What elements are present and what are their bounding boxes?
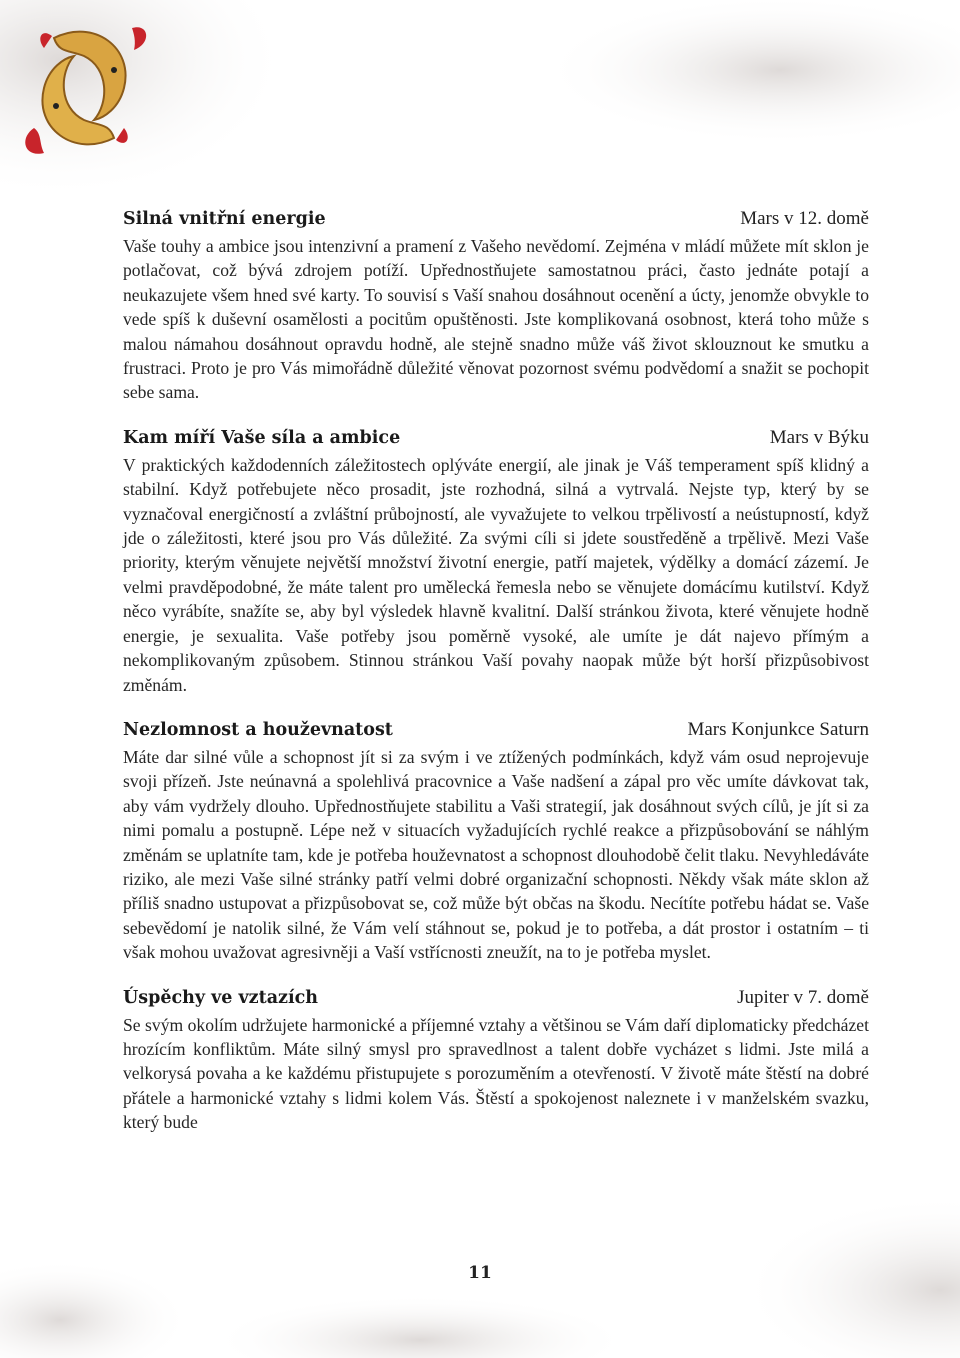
section-aspect: Jupiter v 7. domě — [737, 986, 869, 1008]
section-title: Nezlomnost a houževnatost — [123, 719, 393, 740]
article — [123, 208, 869, 1157]
section-heading — [123, 719, 869, 741]
section-nezlomnost — [123, 719, 869, 965]
section-kam-miri-vase-sila — [123, 427, 869, 697]
section-aspect: Mars Konjunkce Saturn — [687, 718, 869, 740]
section-heading — [123, 427, 869, 449]
section-body: Máte dar silné vůle a schopnost jít si za svým i ve ztížených podmínkách, když vám osud neprojevuje svoji přízeň. Jste neúnavná a spolehlivá pracovnice a Vaše nadšení a zápal pro věc umíte dávkovat tak, aby vám vydržely dlouho. Upřednostňujete stabilitu a Vaši strategií, jak dosáhnout svých cílů, je jít si za nimi pomalu a postupně. Lépe než v situacích vyžadujících rychlé reakce a přizpůsobování se náhlým změnám se uplatníte tam, kde je potřeba houževnatost a schopnost dlouhodobě čelit tlaku. Nevyhledáváte riziko, ale mezi Vaše silné stránky patří velmi dobré organizační schopnosti. Někdy však máte sklon až příliš snadno ustupovat a přizpůsobovat se, což může být občas na škodu. Necítíte potřebu hádat se. Vaše sebevědomí je natolik silné, že Vám velí stáhnout se, pokud je to potřeba, a dát prostor i ostatním – ti však mohou uvažovat agresivněji a Vaší vstřícnosti zneužít, na to je potřeba myslet. — [123, 746, 869, 963]
section-aspect: Mars v Býku — [769, 426, 869, 448]
section-title: Úspěchy ve vztazích — [123, 987, 319, 1008]
section-heading — [123, 987, 869, 1009]
page-number: 11 — [468, 1263, 492, 1283]
section-silna-vnitrni-energie — [123, 208, 869, 405]
koi-fish-icon — [14, 8, 154, 168]
section-heading — [123, 208, 869, 230]
section-body: V praktických každodenních záležitostech oplýváte energií, ale jinak je Váš temperament spíš klidný a stabilní. Když potřebujete něco prosadit, jste rozhodná, silná a vytrvalá. Nejste typ, který by se vyznačoval energičností a zvláštní průbojností, ale vyvažujete to velkou trpělivostí a neústupností, když jde o záležitosti, které jsou pro Vás důležité. Za svými cíli si jdete soustředěně a trpělivě. Mezi Vaše priority, kterým věnujete největší množství životní energie, patří majetek, výdělky a domácí zázemí. Je velmi pravděpodobné, že máte talent pro umělecká řemesla nebo se věnujete domácímu kutilství. Když něco vyrábíte, snažíte se, aby byl výsledek hlavně kvalitní. Další stránkou života, které věnujete hodně energie, je sexualita. Vaše potřeby jsou poměrně vysoké, ale umíte je dát najevo přímým a nekomplikovaným způsobem. Stinnou stránkou Vaší povahy naopak může být horší přizpůsobivost změnám. — [123, 454, 869, 695]
section-title: Kam míří Vaše síla a ambice — [123, 427, 401, 448]
section-aspect: Mars v 12. domě — [740, 208, 869, 229]
section-title: Silná vnitřní energie — [123, 209, 326, 229]
section-uspechy-ve-vztazich — [123, 987, 869, 1135]
section-body: Se svým okolím udržujete harmonické a příjemné vztahy a většinou se Vám daří diplomaticky předcházet hrozícím konfliktům. Máte silný smysl pro spravedlnost a talent dobře vycházet s lidmi. Jste milá a velkorysá povaha a ke každému přistupujete s porozuměním a otevřeností. V životě máte štěstí na dobré přátele a harmonické vztahy s lidmi kolem Vás. Štěstí a spokojenost naleznete i v manželském svazku, který bude — [123, 1014, 869, 1133]
section-body: Vaše touhy a ambice jsou intenzivní a pramení z Vašeho nevědomí. Zejména v mládí můžete mít sklon je potlačovat, což bývá zdrojem potíží. Upřednostňujete samostatnou práci, často jednáte potají a neukazujete všem hned své karty. To souvisí s Vaší snahou dosáhnout ocenění a úcty, jenomže obvykle to vede spíš k duševní osamělosti a pocitům opuštěnosti. Jste komplikovaná osobnost, která toho může s malou námahou dosáhnout opravdu hodně, ale stejně snadno může váš život sklouznout ke smutku a frustraci. Proto je pro Vás mimořádně důležité věnovat pozornost svému podvědomí a snažit se pochopit sebe sama. — [123, 236, 869, 403]
